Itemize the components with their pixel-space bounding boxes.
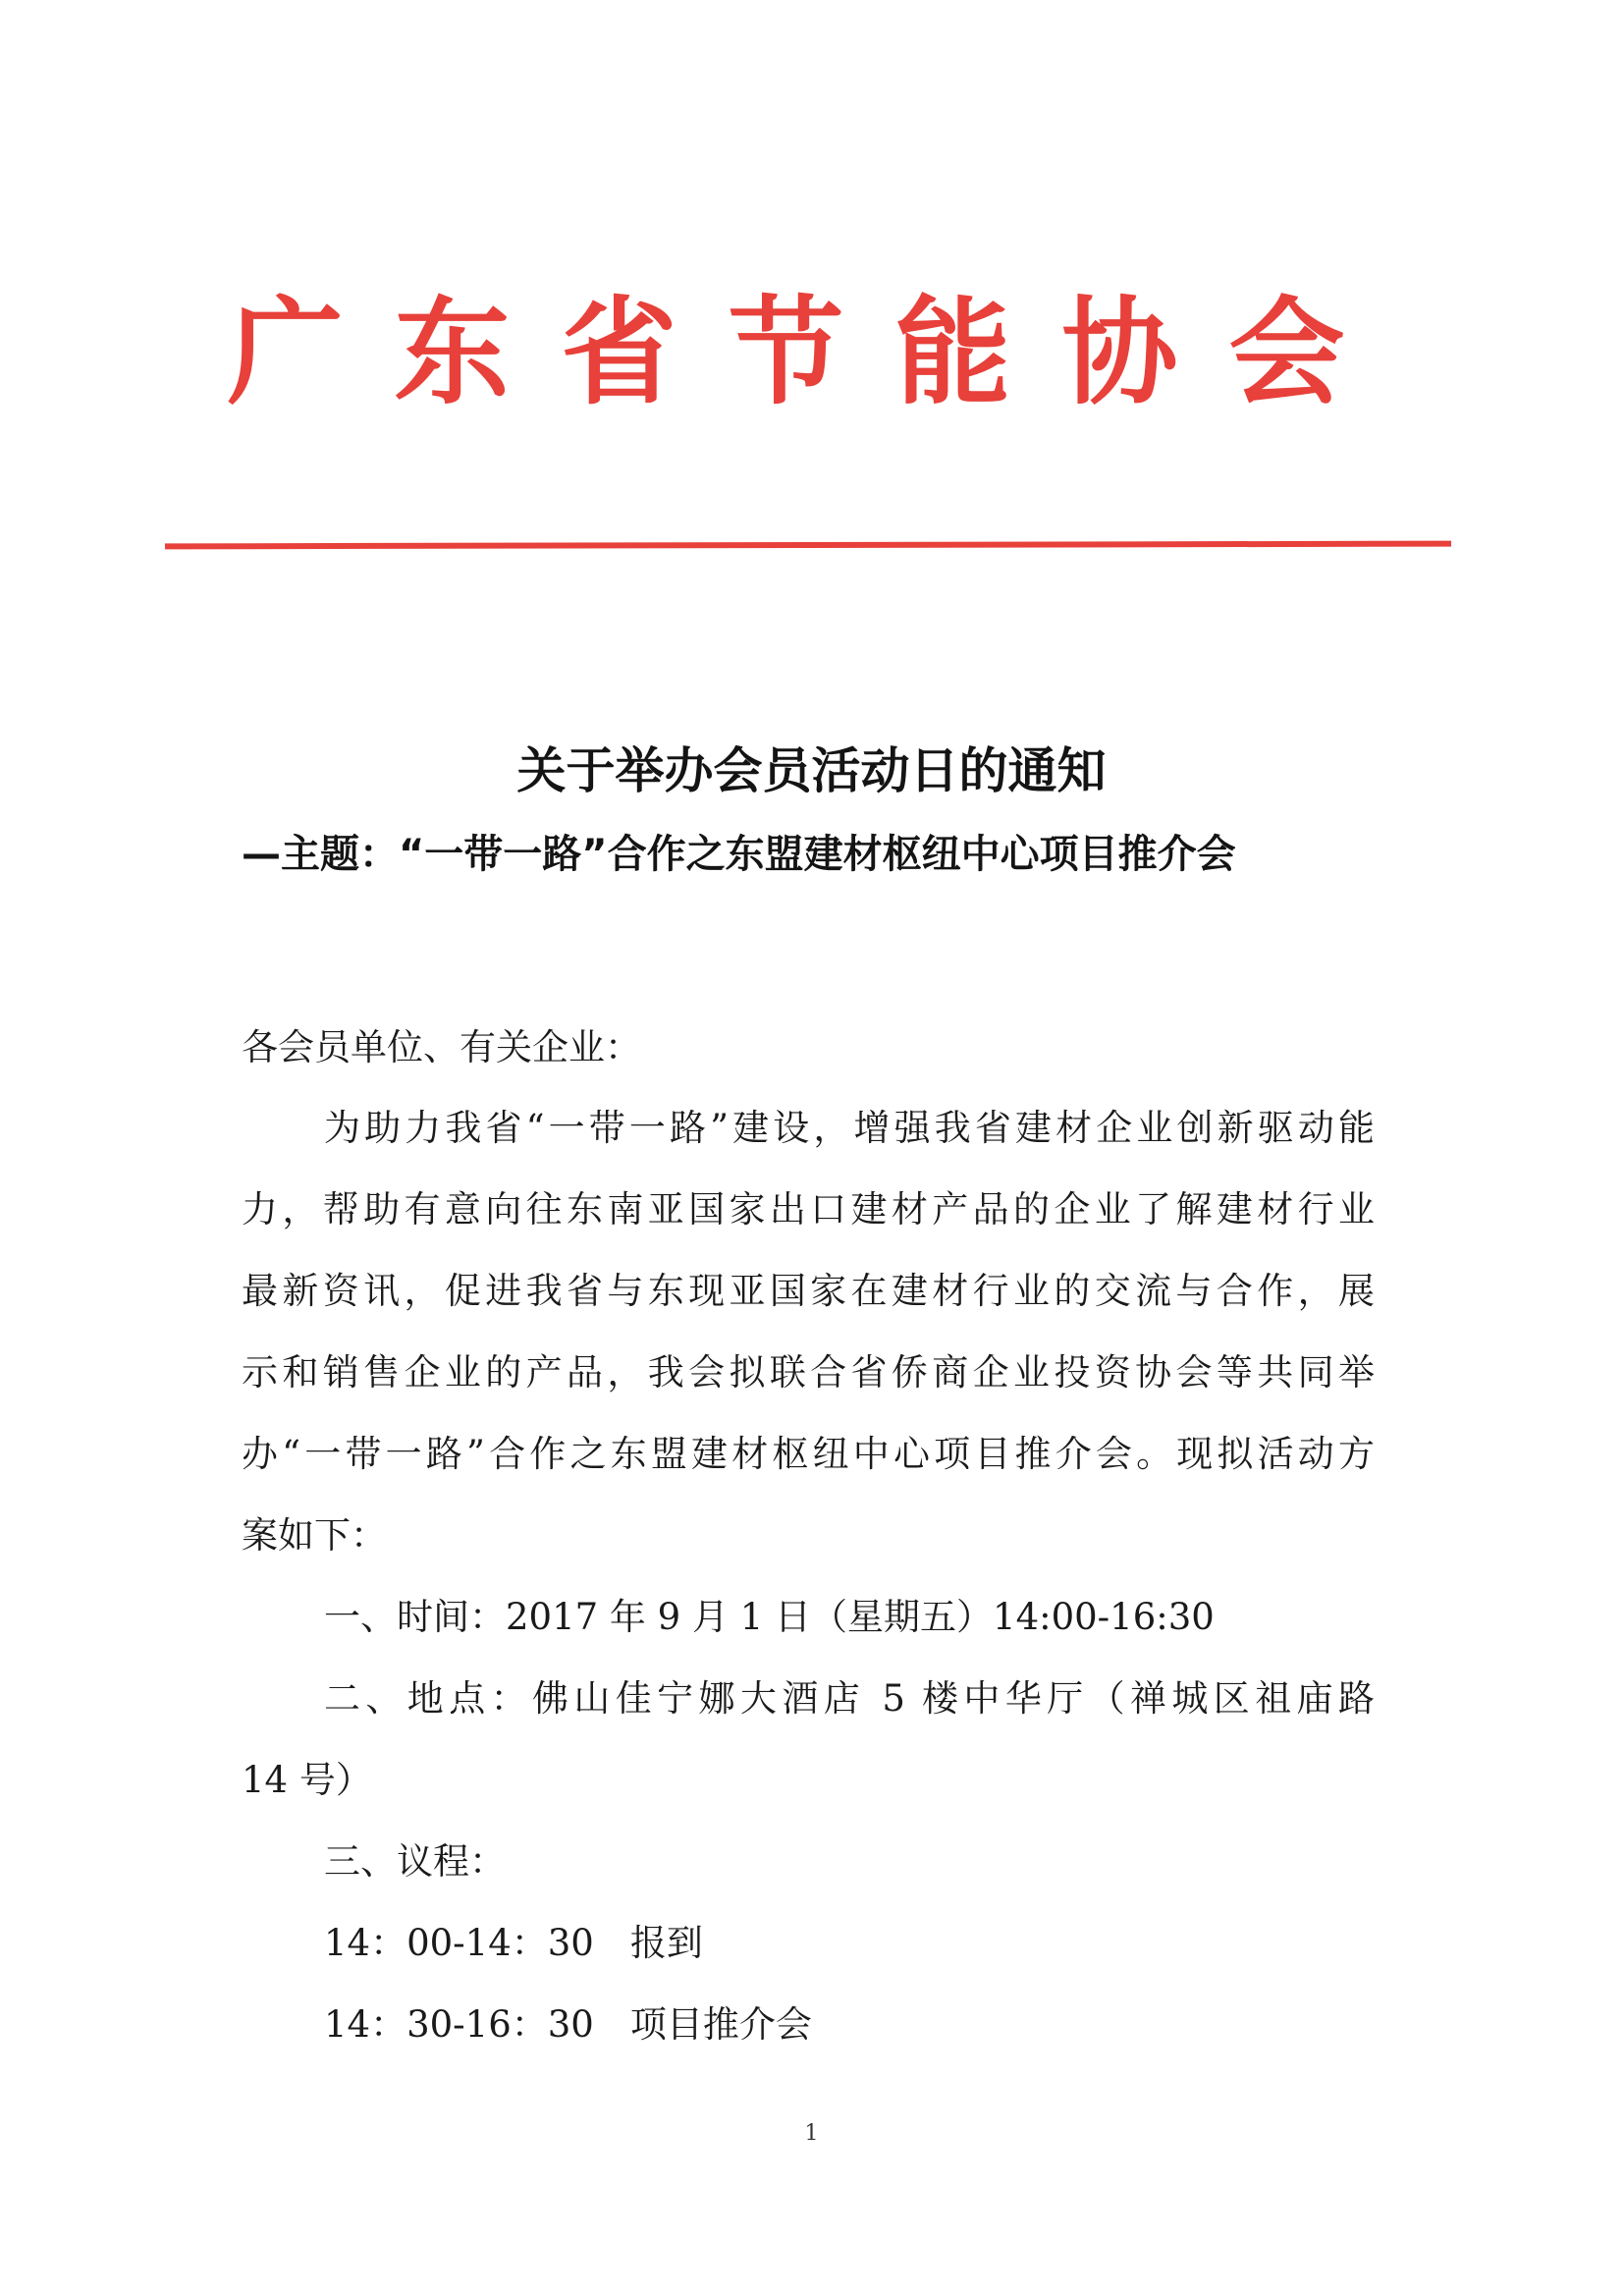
salutation: 各会员单位、有关企业：: [242, 1026, 641, 1068]
agenda-item: 14：00-14：30 报到: [324, 1922, 703, 1964]
notice-title: 关于举办会员活动日的通知: [516, 742, 1107, 799]
agenda-heading: 三、议程：: [324, 1840, 506, 1883]
item-venue-continued: 14 号）: [242, 1759, 372, 1801]
letterhead-org-name: 广东省节能协会: [227, 285, 1396, 420]
item-time: 一、时间：2017 年 9 月 1 日（星期五）14:00-16:30: [324, 1596, 1215, 1638]
body-line: 办“一带一路”合作之东盟建材枢纽中心项目推介会。现拟活动方: [242, 1433, 1375, 1475]
letterhead-red-rule: [165, 541, 1451, 550]
body-line: 示和销售企业的产品，我会拟联合省侨商企业投资协会等共同举: [242, 1351, 1375, 1394]
body-line: 案如下：: [242, 1514, 387, 1557]
notice-subtitle: —主题：“一带一路”合作之东盟建材枢纽中心项目推介会: [242, 832, 1236, 877]
body-line: 最新资讯，促进我省与东现亚国家在建材行业的交流与合作，展: [242, 1270, 1375, 1312]
body-line: 为助力我省“一带一路”建设，增强我省建材企业创新驱动能: [324, 1107, 1375, 1149]
item-venue: 二、地点：佛山佳宁娜大酒店 5 楼中华厅（禅城区祖庙路: [324, 1677, 1375, 1720]
body-line: 力，帮助有意向往东南亚国家出口建材产品的企业了解建材行业: [242, 1188, 1375, 1230]
page-number: 1: [804, 2121, 819, 2146]
agenda-item: 14：30-16：30 项目推介会: [324, 2003, 812, 2046]
